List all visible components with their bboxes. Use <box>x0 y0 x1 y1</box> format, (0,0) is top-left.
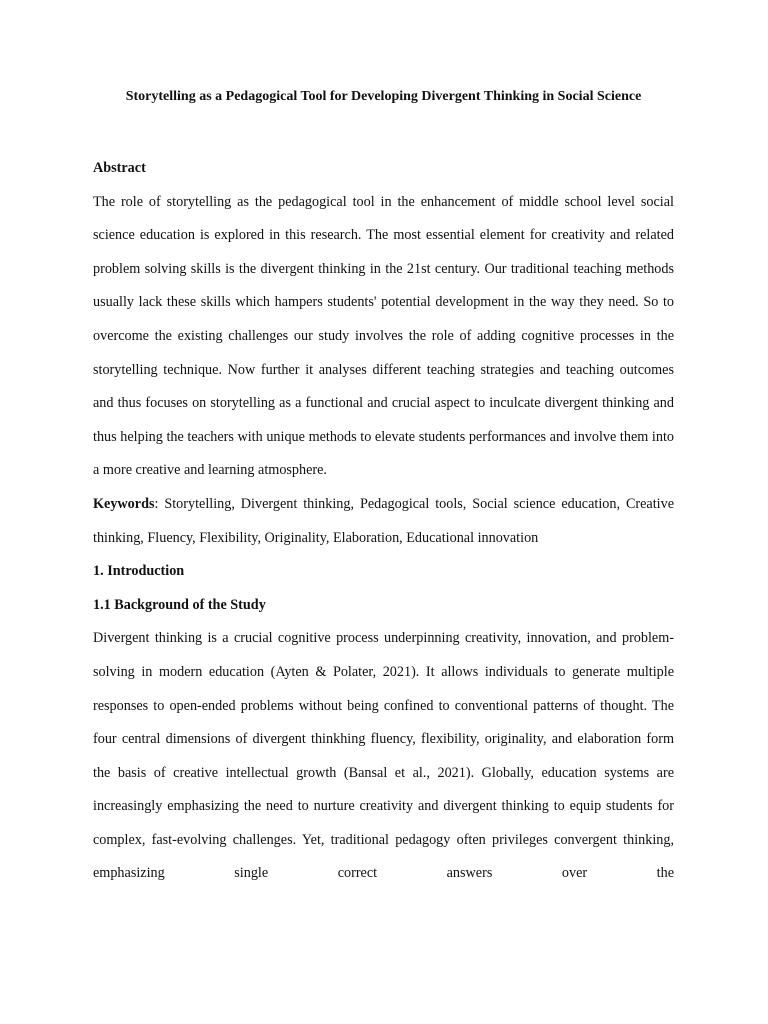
keywords-label: Keywords <box>93 495 155 512</box>
document-body <box>93 152 674 891</box>
background-text: Divergent thinking is a crucial cognitive process underpinning creativity, innovation, and problem-solving in modern education (Ayten & Polater, 2021). It allows individuals to generate multiple responses to open-ended problems without being confined to conventional patterns of thought. The four central dimensions of divergent thinkhing fluency, flexibility, originality, and elaboration form the basis of creative intellectual growth (Bansal et al., 2021). Globally, education systems are increasingly emphasizing the need to nurture creativity and divergent thinking to equip students for complex, fast-evolving challenges. Yet, traditional pedagogy often privileges convergent thinking, emphasizing single correct answers over the <box>93 630 674 882</box>
paper-title: Storytelling as a Pedagogical Tool for Developing Divergent Thinking in Social Science <box>125 89 642 104</box>
section-heading-introduction: 1. Introduction <box>93 563 185 580</box>
abstract-heading: Abstract <box>93 160 146 176</box>
abstract-text: The role of storytelling as the pedagogical tool in the enhancement of middle school level social science education is explored in this research. The most essential element for creativity and related problem solving skills is the divergent thinking in the 21st century. Our traditional teaching methods usually lack these skills which hampers students' potential development in the way they need. So to overcome the existing challenges our study involves the role of adding cognitive processes in the storytelling technique. Now further it analyses different teaching strategies and teaching outcomes and thus focuses on storytelling as a functional and crucial aspect to inculcate divergent thinking and thus helping the teachers with unique methods to elevate students performances and involve them into a more creative and learning atmosphere. <box>93 193 674 479</box>
keywords-paragraph <box>93 488 674 555</box>
keywords-text: : Storytelling, Divergent thinking, Pedagogical tools, Social science education, Creative thinking, Fluency, Flexibility, Originality, Elaboration, Educational innovation <box>93 495 674 546</box>
subsection-heading-background: 1.1 Background of the Study <box>93 596 266 613</box>
